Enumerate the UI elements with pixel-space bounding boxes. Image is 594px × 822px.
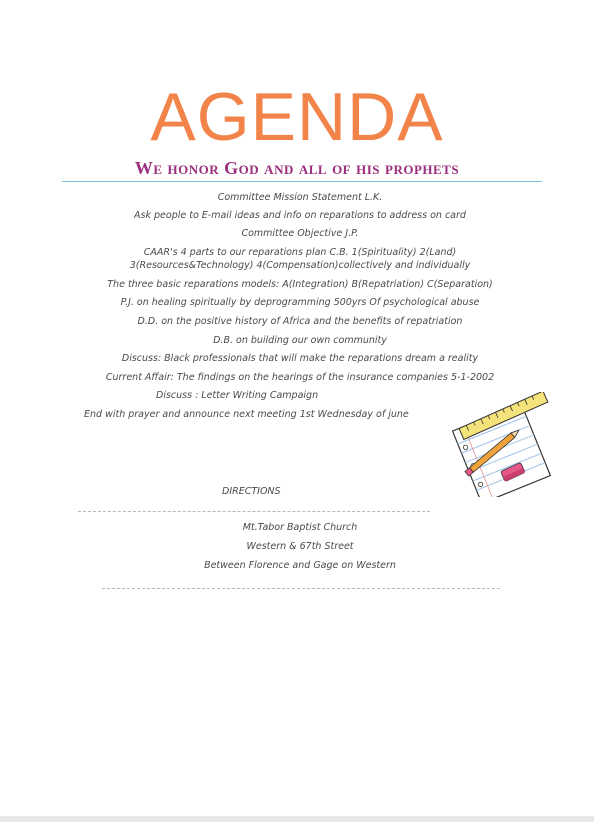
venue-cross-streets: Between Florence and Gage on Western bbox=[204, 560, 396, 571]
directions-label: DIRECTIONS bbox=[222, 486, 281, 497]
page-title: AGENDA bbox=[150, 79, 444, 155]
agenda-item: The three basic reparations models: A(Integration) B(Repatriation) C(Separation) bbox=[107, 279, 493, 290]
dashed-divider bbox=[102, 588, 500, 589]
venue-name: Mt.Tabor Baptist Church bbox=[242, 522, 358, 533]
agenda-item: D.D. on the positive history of Africa and the benefits of repatriation bbox=[137, 316, 463, 327]
scan-edge bbox=[0, 816, 594, 822]
title-divider bbox=[62, 181, 542, 182]
venue-street: Western & 67th Street bbox=[246, 541, 354, 552]
agenda-item: Discuss : Letter Writing Campaign bbox=[156, 390, 319, 401]
agenda-item: Committee Objective J.P. bbox=[241, 228, 359, 239]
school-supplies-clipart bbox=[452, 392, 552, 497]
dashed-divider bbox=[78, 511, 430, 512]
agenda-item: CAAR's 4 parts to our reparations plan C.B. 1(Spirituality) 2(Land) bbox=[143, 247, 457, 258]
agenda-item: End with prayer and announce next meeting 1st Wednesday of june bbox=[84, 409, 409, 420]
agenda-item: 3(Resources&Technology) 4(Compensation)collectively and individually bbox=[129, 260, 471, 271]
agenda-item: P.J. on healing spiritually by deprogramming 500yrs Of psychological abuse bbox=[120, 297, 480, 308]
agenda-item: Committee Mission Statement L.K. bbox=[217, 192, 383, 203]
agenda-item: Discuss: Black professionals that will make the reparations dream a reality bbox=[121, 353, 479, 364]
agenda-item: Ask people to E-mail ideas and info on reparations to address on card bbox=[134, 210, 466, 221]
agenda-item: Current Affair: The findings on the hearings of the insurance companies 5-1-2002 bbox=[105, 372, 495, 383]
agenda-item: D.B. on building our own community bbox=[213, 335, 387, 346]
page-subtitle: We honor God and all of his prophets bbox=[134, 158, 460, 178]
